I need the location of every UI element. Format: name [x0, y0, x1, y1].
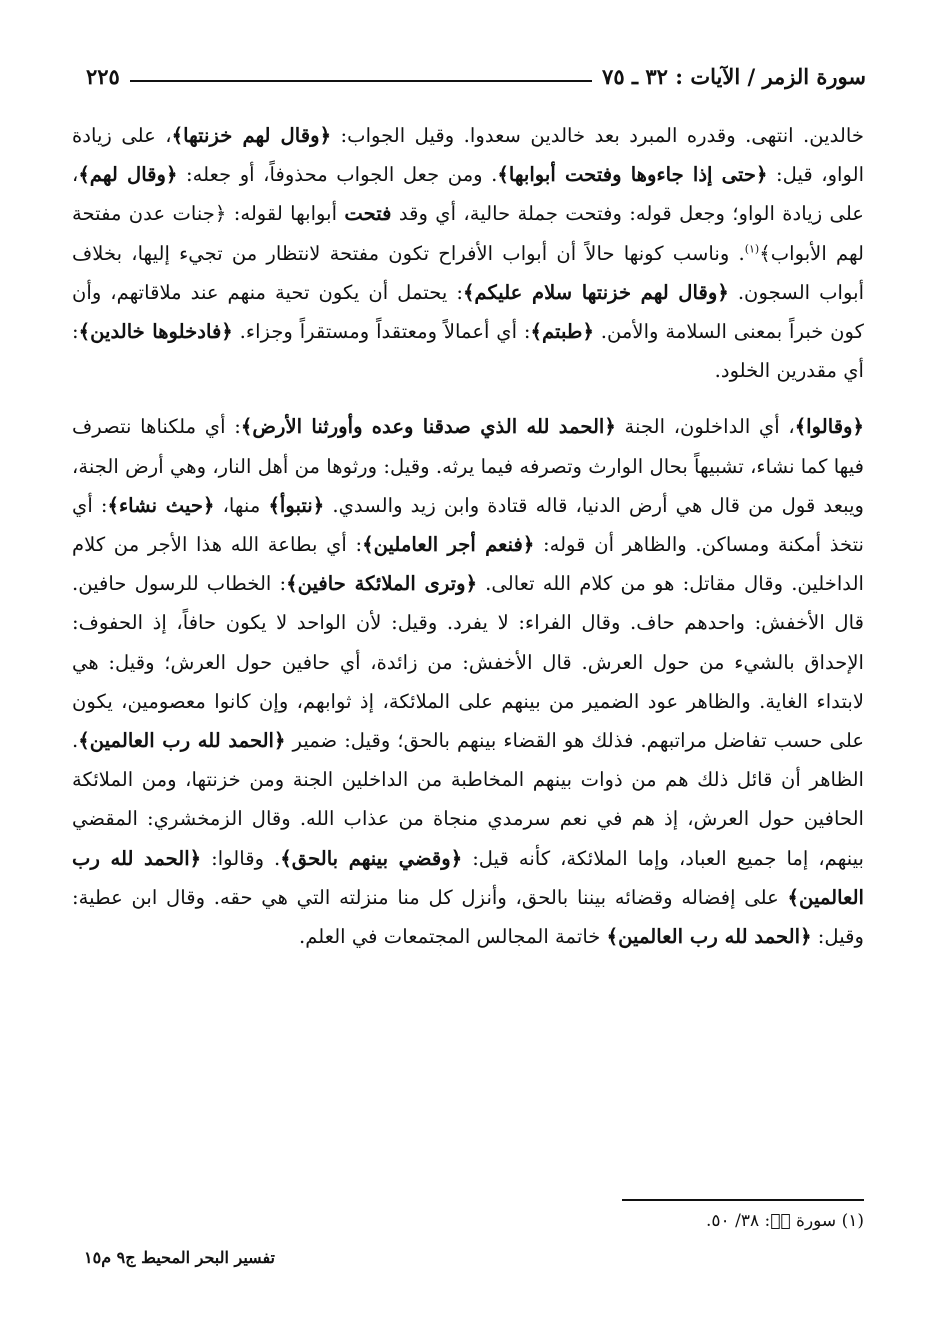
running-head — [86, 60, 866, 92]
text-run: : أي بطاعة الله هذا الأجر من كلام الداخلين. وقال مقاتل: هو من كلام الله تعالى. — [72, 533, 864, 596]
footnote-reference[interactable]: (١) — [744, 242, 760, 256]
text-run: . وقالوا: — [201, 846, 281, 870]
quoted-verse: ﴿وترى الملائكة حافين﴾ — [286, 572, 478, 596]
quoted-verse: ﴿حتى إذا جاءوها وفتحت أبوابها﴾ — [497, 163, 768, 187]
text-run: : يحتمل أن يكون تحية منهم عند ملاقاتهم، وأن كون خبراً بمعنى السلامة والأمن. — [72, 280, 865, 344]
quoted-verse: ﴿حيث نشاء﴾ — [107, 493, 215, 517]
text-run: : أي مقدرين الخلود. — [72, 320, 864, 383]
text-run: . وناسب كونها حالاً أن أبواب الأفراح تكون مفتحة لانتظار من تجيء إليها، بخلاف أبواب السجون. — [72, 241, 865, 304]
text-run: : الخطاب للرسول حافين. قال الأخفش: واحدهم حاف. وقال الفراء: لا يفرد. وقيل: لأن الواحد لا يكون حافاً، إذ الحفوف: الإحداق بالشيء من حول العرش. قال الأخفش: من زائدة، أي حافين حول العرش؛ وقيل: هي لابتداء الغاية. والظاهر عود الضمير من بينهم على الملائكة، إذ ثوابهم، وإن كانوا معصومين، يكون على حسب تفاضل مراتبهم. فذلك هو القضاء بينهم بالحق؛ وقيل: ضمير — [72, 572, 865, 753]
text-run: على إفضاله وقضائه بيننا بالحق، وأنزل كل منا منزلته التي هي حقه. وقال ابن عطية: وقيل: — [72, 885, 864, 949]
text-run: ﴿جنات عدن مفتحة لهم الأبواب﴾ — [72, 202, 864, 265]
quoted-verse: ﴿الحمد لله الذي صدقنا وعده وأورثنا الأرض﴾ — [240, 415, 616, 439]
text-run: . الظاهر أن قائل ذلك هم من ذوات بينهم المخاطبة من الداخلين الجنة ومن خزنتها، ومن الملائكة الحافين حول العرش، إذ هم في نعم سرمدي منجاة من عذاب الله. وقال الزمخشري: المقضي بينهم، إما جميع العباد، وإما الملائكة، كأنه قيل: — [72, 729, 865, 870]
text-run: خاتمة المجالس المجتمعات في العلم. — [299, 925, 607, 949]
quoted-verse: ﴿الحمد لله رب العالمين﴾ — [72, 846, 864, 909]
text-run: : أي ملكناها نتصرف فيها كما نشاء، تشبيهاً بحال الوارث وتصرفه فيما يرثه. وقيل: ورثوها من أهل النار، وهي أرض الجنة، ويبعد قول من قال هي أرض الدنيا، قاله قتادة وابن زيد والسدي. — [72, 415, 864, 517]
quoted-verse: ﴿وقالوا﴾ — [794, 415, 864, 439]
quoted-verse: ﴿نتبوأ﴾ — [268, 493, 325, 517]
text-run: : أي أعمالاً ومعتقداً ومستقراً وجزاء. — [232, 320, 531, 344]
running-head-rule — [130, 80, 592, 82]
text-run: ، على زيادة الواو، قيل: — [72, 124, 865, 187]
paragraph — [72, 116, 864, 390]
footnote: (١) سورة صۤ: ٣٨/ ٥٠. — [706, 1211, 864, 1231]
text-run: ، على زيادة الواو؛ وجعل قوله: وفتحت جملة حالية، أي وقد — [72, 163, 864, 226]
footnote-separator — [622, 1199, 864, 1201]
quoted-verse: ﴿وقضي بينهم بالحق﴾ — [280, 846, 463, 870]
text-run: . ومن جعل الجواب محذوفاً، أو جعله: — [177, 163, 498, 187]
quoted-verse: ﴿وقال لهم خزنتها سلام عليكم﴾ — [462, 280, 729, 304]
quoted-verse: فتحت — [344, 202, 392, 226]
text-run: : أي نتخذ أمكنة ومساكن. والظاهر أن قوله: — [72, 493, 864, 557]
quoted-verse: ﴿فادخلوها خالدين﴾ — [78, 320, 233, 344]
body-text — [72, 116, 864, 956]
quoted-verse: ﴿الحمد لله رب العالمين﴾ — [78, 729, 286, 753]
quoted-verse: ﴿وقال لهم﴾ — [78, 163, 178, 187]
quoted-verse: ﴿طبتم﴾ — [530, 320, 594, 344]
quoted-verse: ﴿الحمد لله رب العالمين﴾ — [606, 925, 812, 949]
paragraph — [72, 407, 864, 956]
quoted-verse: ﴿فنعم أجر العاملين﴾ — [362, 533, 535, 557]
volume-signature: تفسير البحر المحيط ج٩ م١٥ — [84, 1248, 275, 1267]
text-run: خالدين. انتهى. وقدره المبرد بعد خالدين سعدوا. وقيل الجواب: — [331, 124, 864, 147]
running-head-title: سورة الزمر / الآيات : ٣٢ ـ ٧٥ — [602, 63, 866, 89]
text-run: أبوابها لقوله: — [226, 202, 345, 226]
page-number: ٢٢٥ — [86, 63, 120, 89]
quoted-verse: ﴿وقال لهم خزنتها﴾ — [171, 124, 332, 147]
text-run: ، أي الداخلون، الجنة — [615, 415, 795, 439]
text-run: منها، — [214, 493, 269, 517]
